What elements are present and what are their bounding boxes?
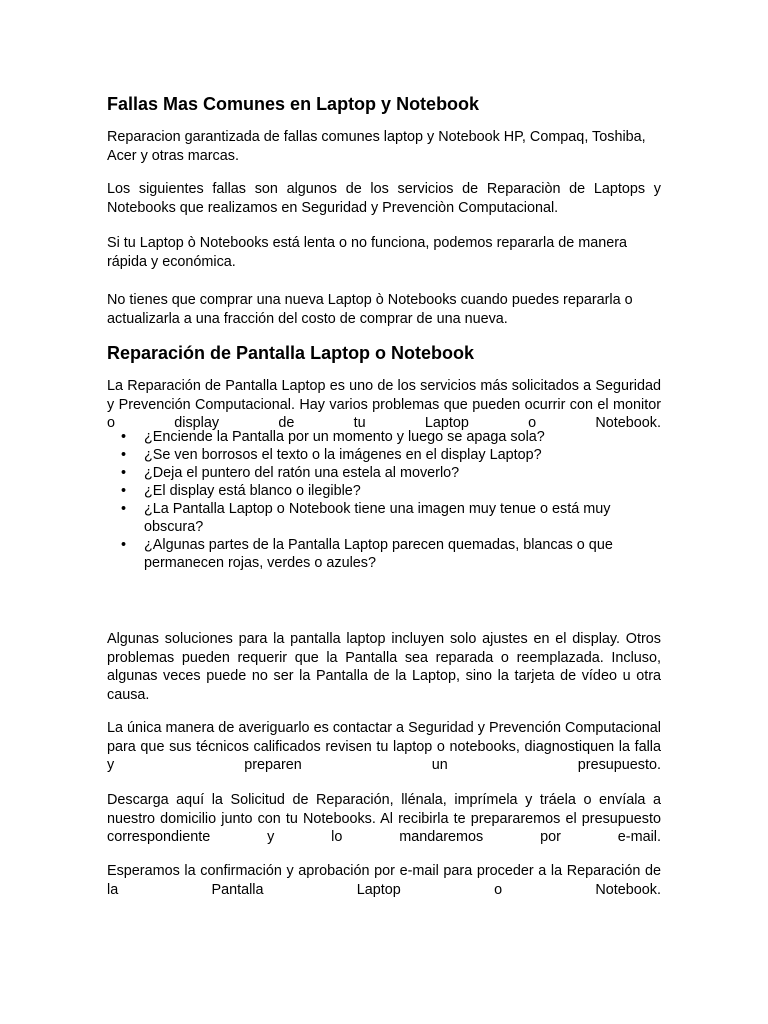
screen-repair-intro: La Reparación de Pantalla Laptop es uno de los servicios más solicitados a Seguridad y Prevención Computacional. Hay varios problemas que pueden ocurrir con el monitor o display de tu Laptop o Notebook. xyxy=(107,378,661,432)
bullet-icon: • xyxy=(121,447,127,463)
services-paragraph: Los siguientes fallas son algunos de los servicios de Reparaciòn de Laptops y Notebooks que realizamos en Seguridad y Prevenciòn Computacional. xyxy=(107,181,661,216)
section-heading: Reparación de Pantalla Laptop o Notebook xyxy=(107,343,475,363)
intro-paragraph: Reparacion garantizada de fallas comunes laptop y Notebook HP, Compaq, Toshiba, Acer y otras marcas. xyxy=(107,129,646,164)
list-item: • ¿Se ven borrosos el texto o la imágenes en el display Laptop? xyxy=(121,447,542,463)
upgrade-paragraph: No tienes que comprar una nueva Laptop ò Notebooks cuando puedes repararla o actualizarla a una fracción del costo de comprar de una nueva. xyxy=(107,292,633,327)
repair-paragraph: Si tu Laptop ò Notebooks está lenta o no funciona, podemos repararla de manera rápida y económica. xyxy=(107,235,628,270)
list-item: • ¿Deja el puntero del ratón una estela al moverlo? xyxy=(121,465,460,481)
contact-paragraph: La única manera de averiguarlo es contactar a Seguridad y Prevención Computacional para que sus técnicos calificados revisen tu laptop o notebooks, diagnostiquen la falla y preparen un presupuesto. xyxy=(107,720,661,774)
list-item: • ¿El display está blanco o ilegible? xyxy=(121,483,361,499)
symptom-list xyxy=(107,428,661,572)
bullet-icon: • xyxy=(121,537,127,553)
bullet-icon: • xyxy=(121,483,127,499)
approval-paragraph: Esperamos la confirmación y aprobación por e-mail para proceder a la Reparación de la Pantalla Laptop o Notebook. xyxy=(107,863,661,898)
list-item: • ¿Enciende la Pantalla por un momento y luego se apaga sola? xyxy=(121,429,545,445)
bullet-icon: • xyxy=(121,429,127,445)
solutions-paragraph: Algunas soluciones para la pantalla laptop incluyen solo ajustes en el display. Otros problemas pueden requerir que la Pantalla sea reparada o reemplazada. Incluso, algunas veces puede no ser la Pantalla de la Laptop, sino la tarjeta de vídeo u otra causa. xyxy=(107,631,661,703)
list-item: • ¿La Pantalla Laptop o Notebook tiene una imagen muy tenue o está muy obscura? xyxy=(121,501,611,535)
page-title: Fallas Mas Comunes en Laptop y Notebook xyxy=(107,94,480,114)
bullet-icon: • xyxy=(121,501,127,517)
list-item: • ¿Algunas partes de la Pantalla Laptop parecen quemadas, blancas o que permanecen rojas, verdes o azules? xyxy=(121,537,613,571)
download-paragraph: Descarga aquí la Solicitud de Reparación, llénala, imprímela y tráela o envíala a nuestro domicilio junto con tu Notebooks. Al recibirla te prepararemos el presupuesto correspondiente y lo mandaremos por e-mail. xyxy=(107,792,661,846)
bullet-icon: • xyxy=(121,465,127,481)
